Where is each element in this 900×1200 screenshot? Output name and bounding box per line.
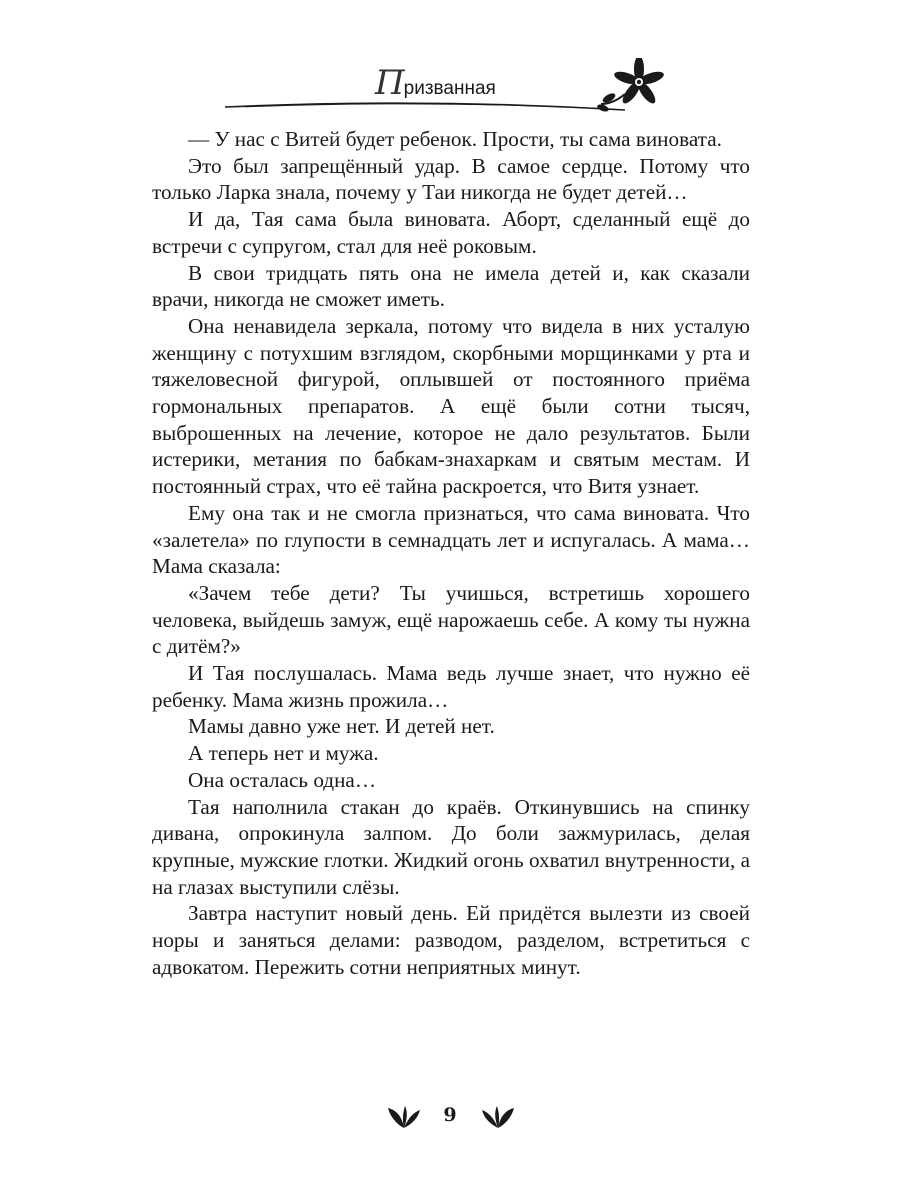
paragraph: Это был запрещённый удар. В самое сердце. Потому что только Ларка знала, почему у Таи никогда не будет детей… (152, 153, 750, 205)
paragraph: И да, Тая сама была виновата. Аборт, сделанный ещё до встречи с супругом, стал для неё роковым. (152, 207, 750, 258)
flower-icon (595, 58, 675, 118)
paragraph: И Тая послушалась. Мама ведь лучше знает, что нужно её ребенку. Мама жизнь прожила… (152, 661, 750, 712)
leaf-icon (386, 1104, 422, 1130)
paragraph: «Зачем тебе дети? Ты учишься, встретишь хорошего человека, выйдешь замуж, ещё нарожаешь себе. А кому ты нужна с дитём?» (152, 580, 750, 659)
paragraph: Завтра наступит новый день. Ей придётся вылезти из своей норы и заняться делами: разводом, разделом, встретиться с адвокатом. Пережить сотни неприятных минут. (152, 901, 750, 979)
paragraph: Мамы давно уже нет. И детей нет. (188, 714, 495, 739)
paragraph: Она осталась одна… (188, 767, 377, 792)
paragraph: В свои тридцать пять она не имела детей и, как сказали врачи, никогда не сможет иметь. (152, 260, 750, 312)
paragraph: — У нас с Витей будет ребенок. Прости, ты сама виновата. (188, 127, 722, 151)
paragraph: Тая наполнила стакан до краёв. Откинувшись на спинку дивана, опрокинула залпом. До боли зажмурилась, делая крупные, мужские глотки. Жидкий огонь охватил внутренности, а на глазах выступили слёзы. (152, 794, 750, 899)
book-title (375, 63, 496, 104)
paragraph: Она ненавидела зеркала, потому что видела в них усталую женщину с потухшим взглядом, скорбными морщинками у рта и тяжеловесной фигурой, оплывшей от постоянного приёма гормональных препаратов. А ещё были сотни тысяч, выброшенных на лечение, которое не дало результатов. Были истерики, метания по бабкам-знахаркам и святым местам. И постоянный страх, что её тайна раскроется, что Витя узнает. (152, 313, 750, 499)
running-header (225, 58, 675, 118)
page-footer (380, 1098, 520, 1138)
page-number: 9 (443, 1104, 457, 1126)
paragraph: Ему она так и не смогла признаться, что сама виновата. Что «залетела» по глупости в семнадцать лет и испугалась. А мама… Мама сказала: (152, 500, 750, 579)
body-text (152, 126, 750, 981)
leaf-icon (480, 1104, 516, 1130)
paragraph: А теперь нет и мужа. (188, 741, 379, 766)
book-title-rest: ризванная (403, 78, 496, 99)
book-title-initial: П (375, 63, 404, 103)
